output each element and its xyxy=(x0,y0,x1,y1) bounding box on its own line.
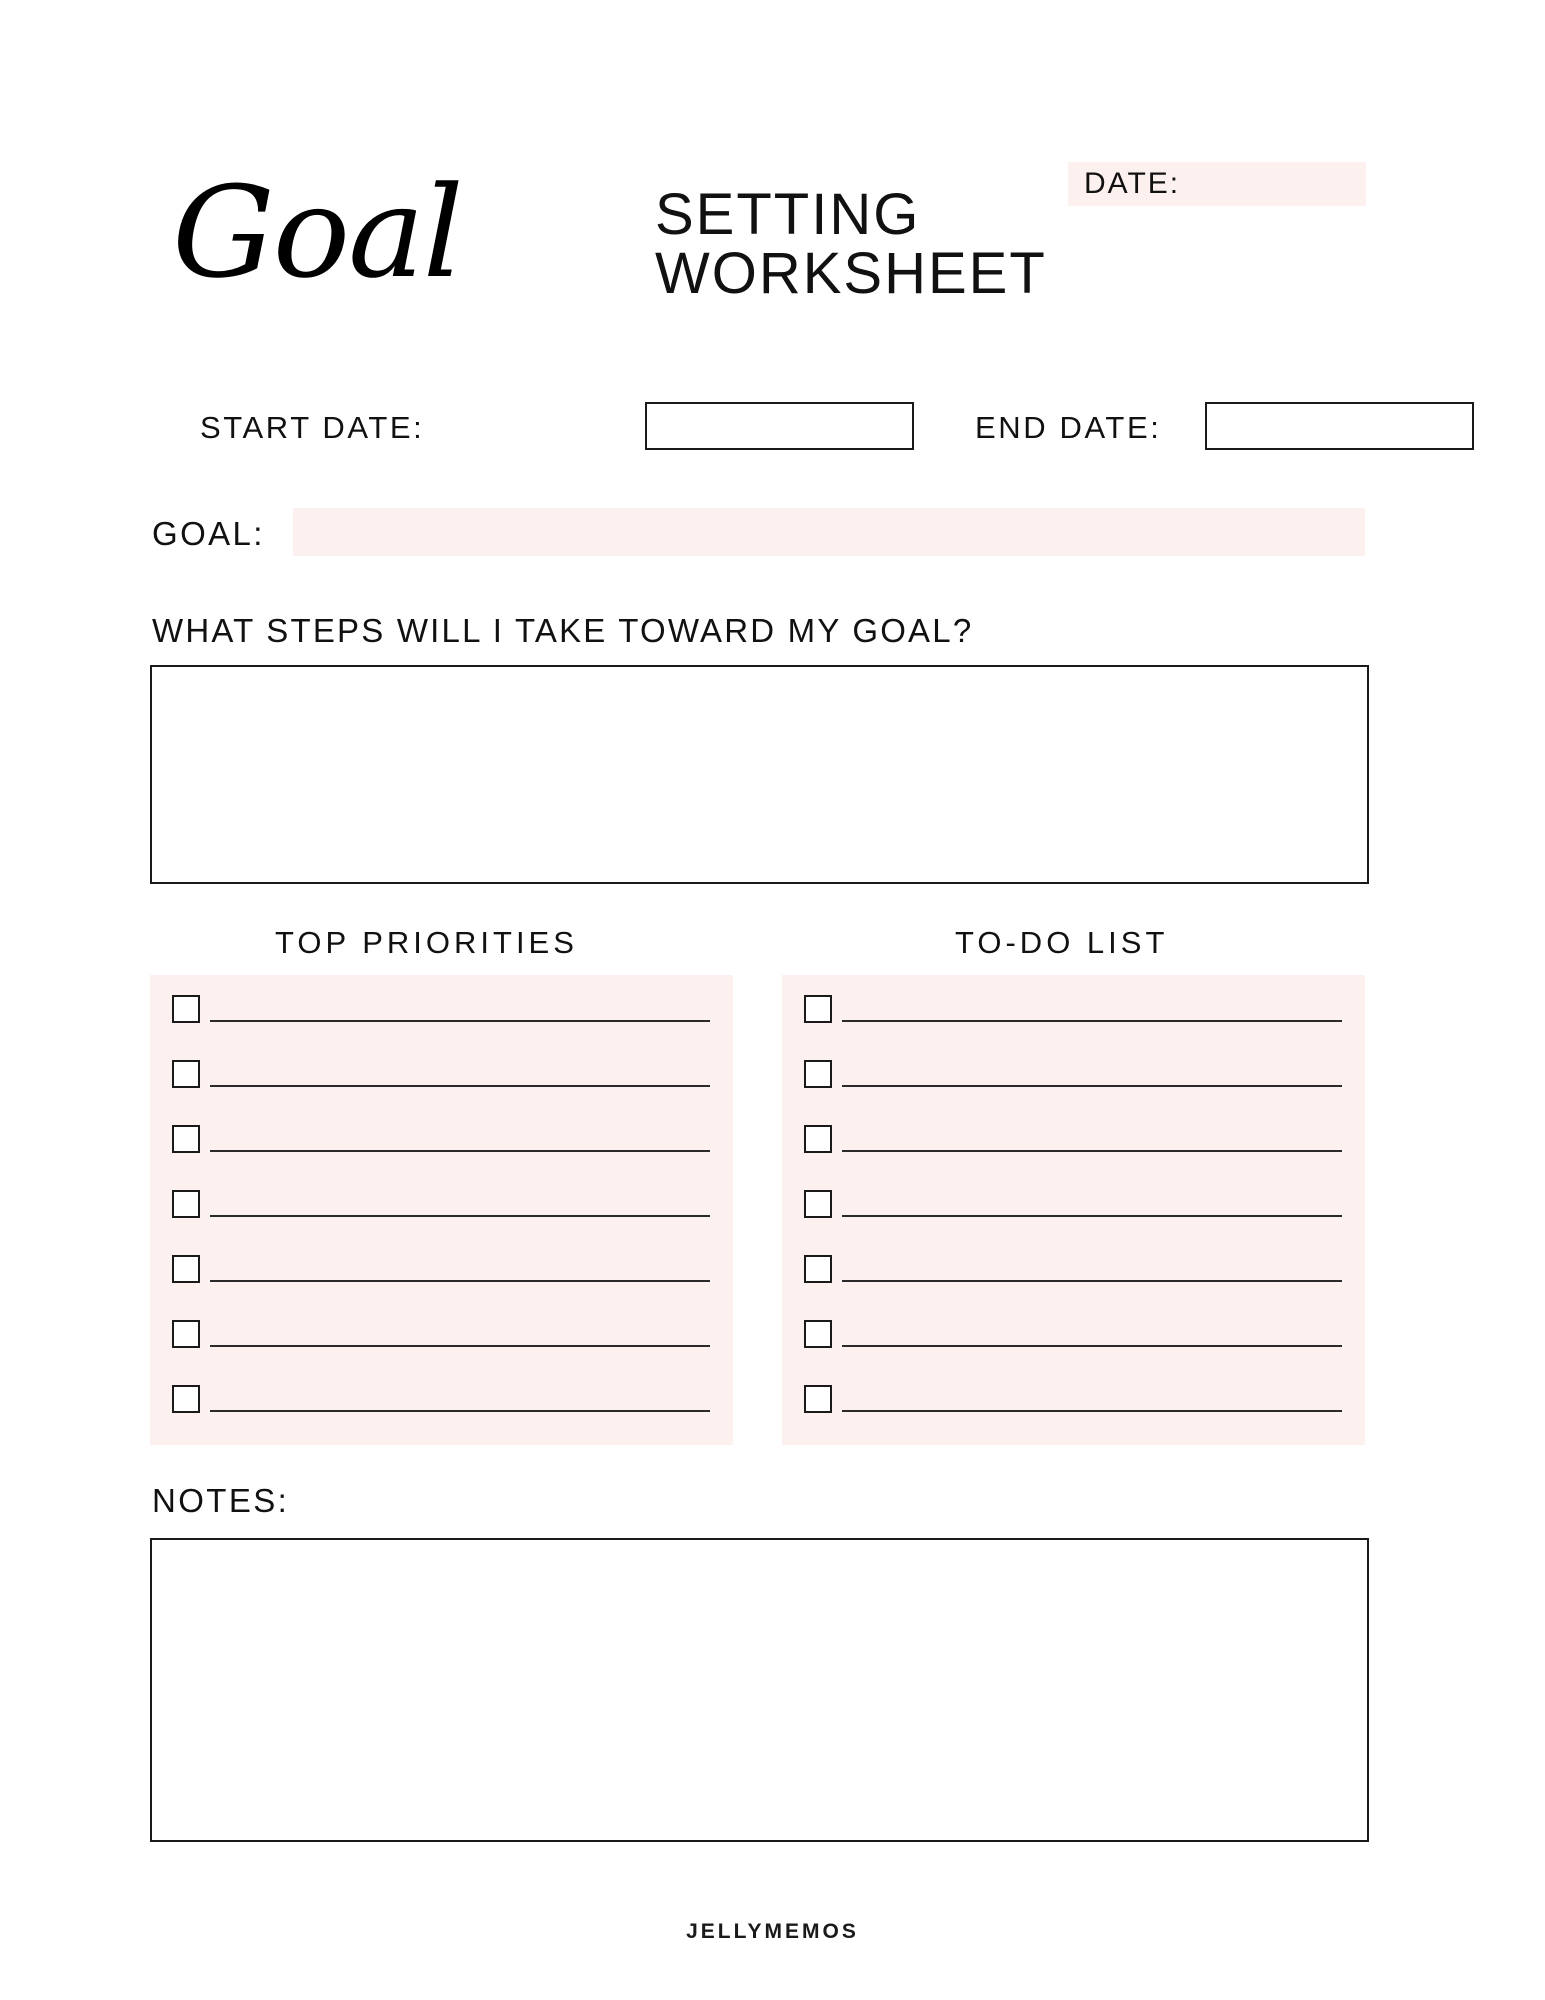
list-item[interactable] xyxy=(172,1379,717,1417)
list-item[interactable] xyxy=(172,1184,717,1222)
checkbox-icon[interactable] xyxy=(172,1385,200,1413)
list-item[interactable] xyxy=(804,1054,1349,1092)
list-item[interactable] xyxy=(804,1249,1349,1287)
checkbox-icon[interactable] xyxy=(804,1385,832,1413)
priority-line[interactable] xyxy=(210,1215,710,1217)
checkbox-icon[interactable] xyxy=(172,1125,200,1153)
priority-line[interactable] xyxy=(210,1410,710,1412)
list-item[interactable] xyxy=(804,1119,1349,1157)
title-block xyxy=(655,182,1047,307)
list-item[interactable] xyxy=(804,1379,1349,1417)
todo-line[interactable] xyxy=(842,1410,1342,1412)
goal-label: GOAL: xyxy=(152,515,265,552)
checkbox-icon[interactable] xyxy=(804,1255,832,1283)
checkbox-icon[interactable] xyxy=(172,1255,200,1283)
list-item[interactable] xyxy=(172,1119,717,1157)
checkbox-icon[interactable] xyxy=(172,1320,200,1348)
title-line-1: SETTING xyxy=(655,182,921,247)
checkbox-icon[interactable] xyxy=(804,1125,832,1153)
dates-row xyxy=(155,400,1395,450)
start-date-input[interactable] xyxy=(645,402,914,450)
date-label: DATE: xyxy=(1084,167,1181,200)
todo-list-panel xyxy=(782,975,1365,1445)
list-item[interactable] xyxy=(804,1184,1349,1222)
title-script-word: Goal xyxy=(172,159,462,306)
end-date-input[interactable] xyxy=(1205,402,1474,450)
top-priorities-heading: TOP PRIORITIES xyxy=(275,925,578,960)
notes-textarea[interactable] xyxy=(150,1538,1369,1842)
footer-brand: JELLYMEMOS xyxy=(686,1920,859,1943)
priority-line[interactable] xyxy=(210,1020,710,1022)
list-item[interactable] xyxy=(172,1054,717,1092)
list-item[interactable] xyxy=(172,1249,717,1287)
list-item[interactable] xyxy=(804,989,1349,1027)
checkbox-icon[interactable] xyxy=(804,1320,832,1348)
priority-line[interactable] xyxy=(210,1085,710,1087)
todo-line[interactable] xyxy=(842,1150,1342,1152)
priority-line[interactable] xyxy=(210,1280,710,1282)
goal-input[interactable] xyxy=(293,508,1365,556)
todo-line[interactable] xyxy=(842,1345,1342,1347)
todo-list-heading: TO-DO LIST xyxy=(955,925,1169,960)
checkbox-icon[interactable] xyxy=(172,995,200,1023)
checkbox-icon[interactable] xyxy=(804,995,832,1023)
checkbox-icon[interactable] xyxy=(804,1190,832,1218)
start-date-label: START DATE: xyxy=(200,410,425,445)
steps-textarea[interactable] xyxy=(150,665,1369,884)
steps-question-label: WHAT STEPS WILL I TAKE TOWARD MY GOAL? xyxy=(152,612,974,649)
todo-line[interactable] xyxy=(842,1215,1342,1217)
notes-label: NOTES: xyxy=(152,1482,290,1519)
title-line-2: WORKSHEET xyxy=(655,241,1047,307)
todo-line[interactable] xyxy=(842,1085,1342,1087)
todo-line[interactable] xyxy=(842,1280,1342,1282)
priority-line[interactable] xyxy=(210,1345,710,1347)
list-item[interactable] xyxy=(804,1314,1349,1352)
checkbox-icon[interactable] xyxy=(172,1060,200,1088)
todo-line[interactable] xyxy=(842,1020,1342,1022)
list-item[interactable] xyxy=(172,1314,717,1352)
priority-line[interactable] xyxy=(210,1150,710,1152)
end-date-label: END DATE: xyxy=(975,410,1162,445)
list-item[interactable] xyxy=(172,989,717,1027)
checkbox-icon[interactable] xyxy=(804,1060,832,1088)
top-priorities-panel xyxy=(150,975,733,1445)
checkbox-icon[interactable] xyxy=(172,1190,200,1218)
